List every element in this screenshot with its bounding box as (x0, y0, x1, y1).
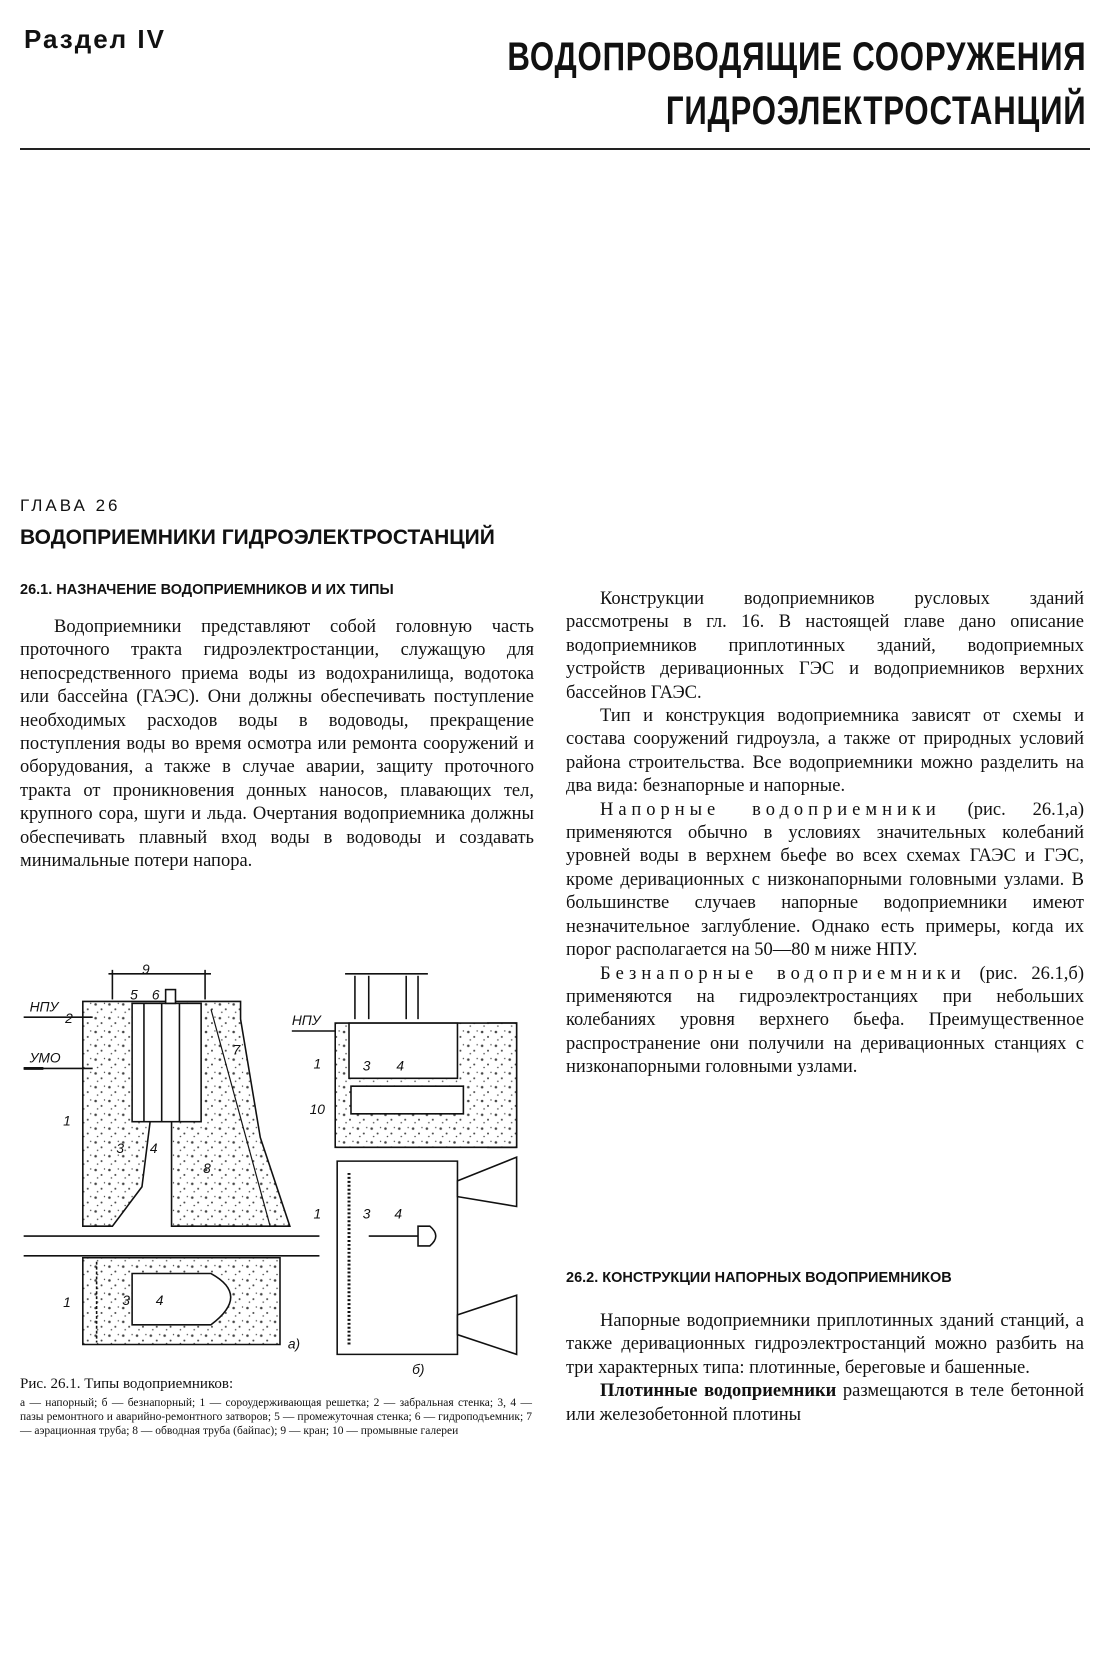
label-1-plan: 1 (63, 1295, 71, 1311)
paragraph-right-4-body: (рис. 26.1,б) применяются на гидроэлектростанциях при небольших колебаниях уровня верхнего бьефа. Преимущественное распространение они получили на деривационных станциях с низконапорными головными узлами. (566, 963, 1084, 1078)
label-npu: НПУ (29, 999, 59, 1015)
paragraph-right-3 (566, 799, 1084, 963)
figure-caption-body: а — напорный; б — безнапорный; 1 — сороудерживающая решетка; 2 — забральная стенка; 3, 4 — пазы ремонтного и аварийно-ремонтного затворов; 5 — промежуточная стенка; 6 — гидроподъемник; 7 — аэрационная труба; 8 — обводная труба (байпас); 9 — кран; 10 — промывные галереи (20, 1397, 532, 1437)
term-free-flow-intakes: Безнапорные водоприемники (600, 963, 966, 984)
label-3-b: 3 (362, 1058, 371, 1074)
paragraph-26-2-1: Напорные водоприемники приплотинных зданий станций, а также деривационных гидроэлектростанций можно разбить на три характерных типа: плотинные, береговые и башенные. (566, 1311, 1084, 1378)
drawing-b-section (292, 974, 517, 1355)
right-column-text (566, 588, 1084, 1080)
paragraph-right-2: Тип и конструкция водоприемника зависят от схемы и состава сооружений гидроузла, а также от природных условий района строительства. Все водоприемники можно разделить на два вида: безнапорные и напорные. (566, 706, 1084, 797)
section-label: Раздел IV (24, 24, 166, 54)
label-5: 5 (130, 987, 138, 1003)
header-rule (20, 148, 1090, 150)
section-heading-26-2: 26.2. КОНСТРУКЦИИ НАПОРНЫХ ВОДОПРИЕМНИКОВ (566, 1270, 952, 1286)
paragraph-26-2-2 (566, 1380, 1084, 1427)
label-3-b-plan: 3 (362, 1206, 371, 1222)
label-10: 10 (309, 1101, 325, 1117)
chapter-title: ВОДОПРИЕМНИКИ ГИДРОЭЛЕКТРОСТАНЦИЙ (20, 526, 495, 549)
label-4-b: 4 (396, 1058, 405, 1074)
part-title-line2: ГИДРОЭЛЕКТРОСТАНЦИЙ (665, 89, 1086, 133)
paragraph-26-1-intro: Водоприемники представляют собой головную часть проточного тракта гидроэлектростанции, служащую для непосредственного приема воды из водохранилища, водотока или бассейна (ГАЭС). Они должны обеспечивать поступление необходимых расходов воды в водоводы, прекращение поступления воды во время осмотра или ремонта сооружений и оборудования, а также в случае аварии, защиту проточного тракта от проникновения донных наносов, плавающих тел, крупного сора, шуги и льда. Очертания водоприемника должны обеспечивать плавный вход воды в водоводы и создавать минимальные потери напора. (20, 617, 534, 872)
section-26-2-text (566, 1310, 1084, 1427)
part-title (507, 30, 1086, 138)
label-8: 8 (203, 1160, 211, 1176)
term-pressure-intakes: Напорные водоприемники (600, 799, 941, 820)
label-npu-b: НПУ (291, 1013, 321, 1029)
label-6: 6 (151, 987, 160, 1003)
label-9: 9 (141, 961, 150, 977)
figure-26-1 (20, 960, 540, 1660)
paragraph-right-3-body: (рис. 26.1,а) применяются обычно в условиях значительных колебаний уровней воды в верхнем бьефе во всех схемах ГАЭС и ГЭС, кроме деривационных с низконапорными головными узлами. В большинстве случаев напорные водоприемники имеют незначительное заглубление. Однако есть примеры, когда их порог располагается на 50—80 м ниже НПУ. (566, 799, 1084, 961)
label-b: б) (412, 1362, 425, 1378)
chapter-label: ГЛАВА 26 (20, 496, 121, 515)
paragraph-right-1: Конструкции водоприемников русловых зданий рассмотрены в гл. 16. В настоящей главе дано описание водоприемников приплотинных зданий, водоприемных устройств деривационных ГЭС и водоприемников верхних бассейнов ГАЭС. (566, 589, 1084, 703)
label-1-b: 1 (313, 1056, 322, 1072)
label-2: 2 (65, 1011, 73, 1027)
part-title-line1: ВОДОПРОВОДЯЩИЕ СООРУЖЕНИЯ (506, 35, 1086, 79)
label-3-plan: 3 (122, 1293, 130, 1309)
section-heading-26-1: 26.1. НАЗНАЧЕНИЕ ВОДОПРИЕМНИКОВ И ИХ ТИПЫ (20, 582, 394, 598)
paragraph-26-2-2-body: размещаются в теле бетонной или железобетонной плотины (566, 1381, 1085, 1425)
label-4-b-plan: 4 (394, 1206, 403, 1222)
label-7: 7 (232, 1042, 241, 1058)
paragraph-right-4 (566, 963, 1084, 1080)
label-3: 3 (116, 1141, 125, 1157)
term-dam-intakes: Плотинные водоприемники (600, 1381, 837, 1402)
label-4: 4 (149, 1141, 158, 1157)
label-4-plan: 4 (155, 1293, 164, 1309)
label-1-b-plan: 1 (313, 1206, 322, 1222)
label-a: а) (287, 1336, 301, 1352)
figure-caption-title: Рис. 26.1. Типы водоприемников: (20, 1376, 234, 1392)
label-umo: УМО (29, 1050, 61, 1066)
label-1: 1 (63, 1113, 71, 1129)
